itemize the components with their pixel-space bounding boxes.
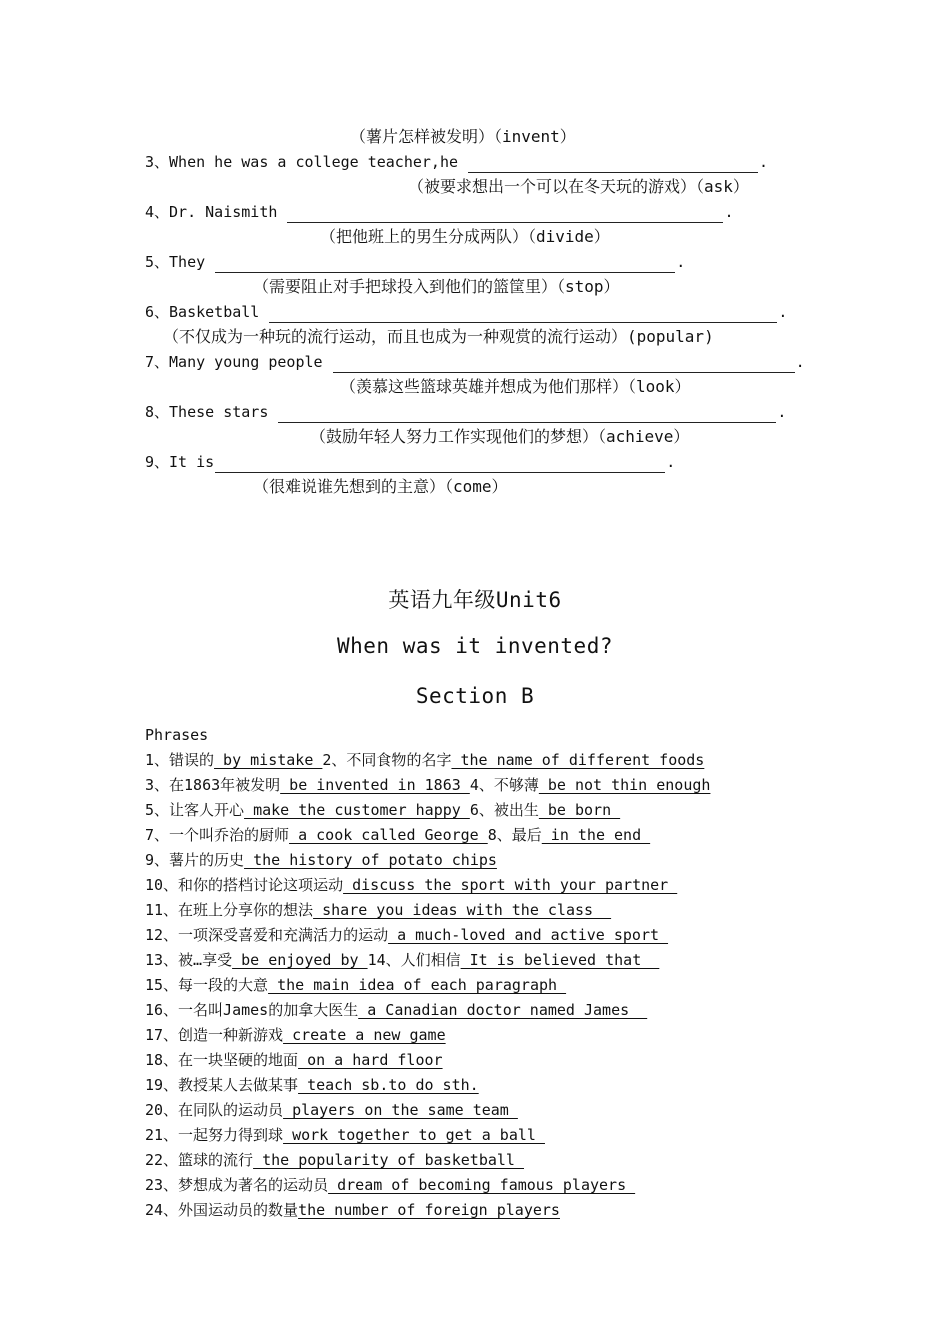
phrase-prompt: 15、每一段的大意 bbox=[145, 976, 269, 994]
phrase-answer: a Canadian doctor named James bbox=[358, 1001, 648, 1019]
phrase-prompt: 20、在同队的运动员 bbox=[145, 1101, 284, 1119]
phrase-prompt: 19、教授某人去做某事 bbox=[145, 1076, 299, 1094]
phrase-row bbox=[145, 1074, 479, 1096]
hint-3: （被要求想出一个可以在冬天玩的游戏）（ask） bbox=[408, 177, 749, 196]
phrase-prompt: 24、外国运动员的数量 bbox=[145, 1201, 299, 1219]
phrase-prompt: 2、不同食物的名字 bbox=[322, 751, 452, 769]
question-7-prefix: 7、Many young people bbox=[145, 353, 332, 371]
phrase-prompt: 13、被…享受 bbox=[145, 951, 233, 969]
phrase-row bbox=[145, 1024, 446, 1046]
hint-6: （不仅成为一种玩的流行运动，而且也成为一种观赏的流行运动）(popular) bbox=[163, 327, 714, 346]
hint-7: （羡慕这些篮球英雄并想成为他们那样）（look） bbox=[340, 377, 691, 396]
hint-4: （把他班上的男生分成两队）（divide） bbox=[320, 227, 610, 246]
phrase-prompt: 8、最后 bbox=[487, 826, 542, 844]
period: . bbox=[795, 353, 805, 371]
phrase-answer: the name of different foods bbox=[451, 751, 705, 769]
phrase-answer: be born bbox=[538, 801, 621, 819]
phrase-answer: a cook called George bbox=[289, 826, 488, 844]
phrase-answer: the number of foreign players bbox=[298, 1201, 560, 1219]
phrase-answer: share you ideas with the class bbox=[313, 901, 612, 919]
period: . bbox=[676, 253, 686, 271]
period: . bbox=[778, 303, 788, 321]
phrase-answer: be invented in 1863 bbox=[280, 776, 470, 794]
answer-blank-8[interactable] bbox=[278, 404, 776, 423]
phrase-answer: discuss the sport with your partner bbox=[343, 876, 678, 894]
phrase-row bbox=[145, 874, 677, 896]
phrase-answer: by mistake bbox=[214, 751, 323, 769]
phrase-prompt: 17、创造一种新游戏 bbox=[145, 1026, 284, 1044]
phrase-prompt: 12、一项深受喜爱和充满活力的运动 bbox=[145, 926, 389, 944]
phrase-row bbox=[145, 824, 650, 846]
question-5 bbox=[145, 251, 685, 273]
phrase-row bbox=[145, 949, 659, 971]
phrase-answer: teach sb.to do sth. bbox=[298, 1076, 479, 1094]
phrase-row bbox=[145, 1174, 635, 1196]
phrase-answer: a much-loved and active sport bbox=[388, 926, 669, 944]
phrase-row bbox=[145, 1099, 518, 1121]
period: . bbox=[724, 203, 734, 221]
phrase-answer: the popularity of basketball bbox=[253, 1151, 524, 1169]
period: . bbox=[777, 403, 787, 421]
phrase-row bbox=[145, 1124, 545, 1146]
question-9 bbox=[145, 451, 675, 473]
phrases-label: Phrases bbox=[145, 726, 209, 744]
question-4 bbox=[145, 201, 733, 223]
phrase-prompt: 6、被出生 bbox=[469, 801, 539, 819]
phrase-prompt: 5、让客人开心 bbox=[145, 801, 245, 819]
phrase-answer: on a hard floor bbox=[298, 1051, 443, 1069]
phrase-answer: create a new game bbox=[283, 1026, 446, 1044]
phrase-answer: be not thin enough bbox=[538, 776, 711, 794]
phrase-prompt: 22、篮球的流行 bbox=[145, 1151, 254, 1169]
hint-9: （很难说谁先想到的主意）（come） bbox=[253, 477, 508, 496]
period: . bbox=[759, 153, 769, 171]
phrase-prompt: 7、一个叫乔治的厨师 bbox=[145, 826, 290, 844]
phrase-prompt: 11、在班上分享你的想法 bbox=[145, 901, 314, 919]
hint-2: （薯片怎样被发明）（invent） bbox=[350, 127, 576, 146]
hint-5: （需要阻止对手把球投入到他们的篮筐里）（stop） bbox=[253, 277, 620, 296]
phrase-prompt: 4、不够薄 bbox=[469, 776, 539, 794]
phrase-row bbox=[145, 749, 704, 771]
phrase-prompt: 18、在一块坚硬的地面 bbox=[145, 1051, 299, 1069]
phrase-answer: It is believed that bbox=[460, 951, 660, 969]
page-title: 英语九年级Unit6 bbox=[388, 588, 562, 612]
question-9-prefix: 9、It is bbox=[145, 453, 215, 471]
phrase-answer: the history of potato chips bbox=[244, 851, 497, 869]
answer-blank-9[interactable] bbox=[215, 454, 665, 473]
question-6-prefix: 6、Basketball bbox=[145, 303, 269, 321]
phrase-row bbox=[145, 1149, 524, 1171]
phrase-row bbox=[145, 849, 497, 871]
period: . bbox=[666, 453, 676, 471]
phrase-answer: be enjoyed by bbox=[232, 951, 368, 969]
phrase-answer: make the customer happy bbox=[244, 801, 470, 819]
answer-blank-7[interactable] bbox=[333, 354, 795, 373]
question-3-prefix: 3、When he was a college teacher,he bbox=[145, 153, 468, 171]
answer-blank-6[interactable] bbox=[269, 304, 777, 323]
phrase-prompt: 1、错误的 bbox=[145, 751, 215, 769]
phrase-prompt: 9、薯片的历史 bbox=[145, 851, 245, 869]
question-7 bbox=[145, 351, 805, 373]
phrase-prompt: 21、一起努力得到球 bbox=[145, 1126, 284, 1144]
phrase-row bbox=[145, 924, 668, 946]
hint-8: （鼓励年轻人努力工作实现他们的梦想）（achieve） bbox=[310, 427, 690, 446]
question-8-prefix: 8、These stars bbox=[145, 403, 278, 421]
phrase-answer: the main idea of each paragraph bbox=[268, 976, 567, 994]
question-5-prefix: 5、They bbox=[145, 253, 215, 271]
question-4-prefix: 4、Dr. Naismith bbox=[145, 203, 287, 221]
phrase-answer: players on the same team bbox=[283, 1101, 518, 1119]
phrase-prompt: 10、和你的搭档讨论这项运动 bbox=[145, 876, 344, 894]
section-title: Section B bbox=[415, 684, 535, 708]
phrase-answer: dream of becoming famous players bbox=[328, 1176, 636, 1194]
phrase-row bbox=[145, 974, 566, 996]
phrase-row bbox=[145, 999, 647, 1021]
answer-blank-3[interactable] bbox=[468, 154, 758, 173]
phrase-prompt: 3、在1863年被发明 bbox=[145, 776, 281, 794]
phrase-prompt: 16、一名叫James的加拿大医生 bbox=[145, 1001, 359, 1019]
question-8 bbox=[145, 401, 786, 423]
question-3 bbox=[145, 151, 768, 173]
phrase-row bbox=[145, 1199, 560, 1221]
phrase-row bbox=[145, 799, 620, 821]
question-6 bbox=[145, 301, 787, 323]
phrase-prompt: 23、梦想成为著名的运动员 bbox=[145, 1176, 329, 1194]
answer-blank-4[interactable] bbox=[287, 204, 723, 223]
answer-blank-5[interactable] bbox=[215, 254, 675, 273]
phrase-row bbox=[145, 1049, 443, 1071]
phrase-prompt: 14、人们相信 bbox=[367, 951, 461, 969]
phrase-answer: work together to get a ball bbox=[283, 1126, 545, 1144]
phrase-row bbox=[145, 899, 611, 921]
page-subtitle: When was it invented? bbox=[336, 634, 613, 658]
phrase-answer: in the end bbox=[541, 826, 651, 844]
phrase-row bbox=[145, 774, 710, 796]
